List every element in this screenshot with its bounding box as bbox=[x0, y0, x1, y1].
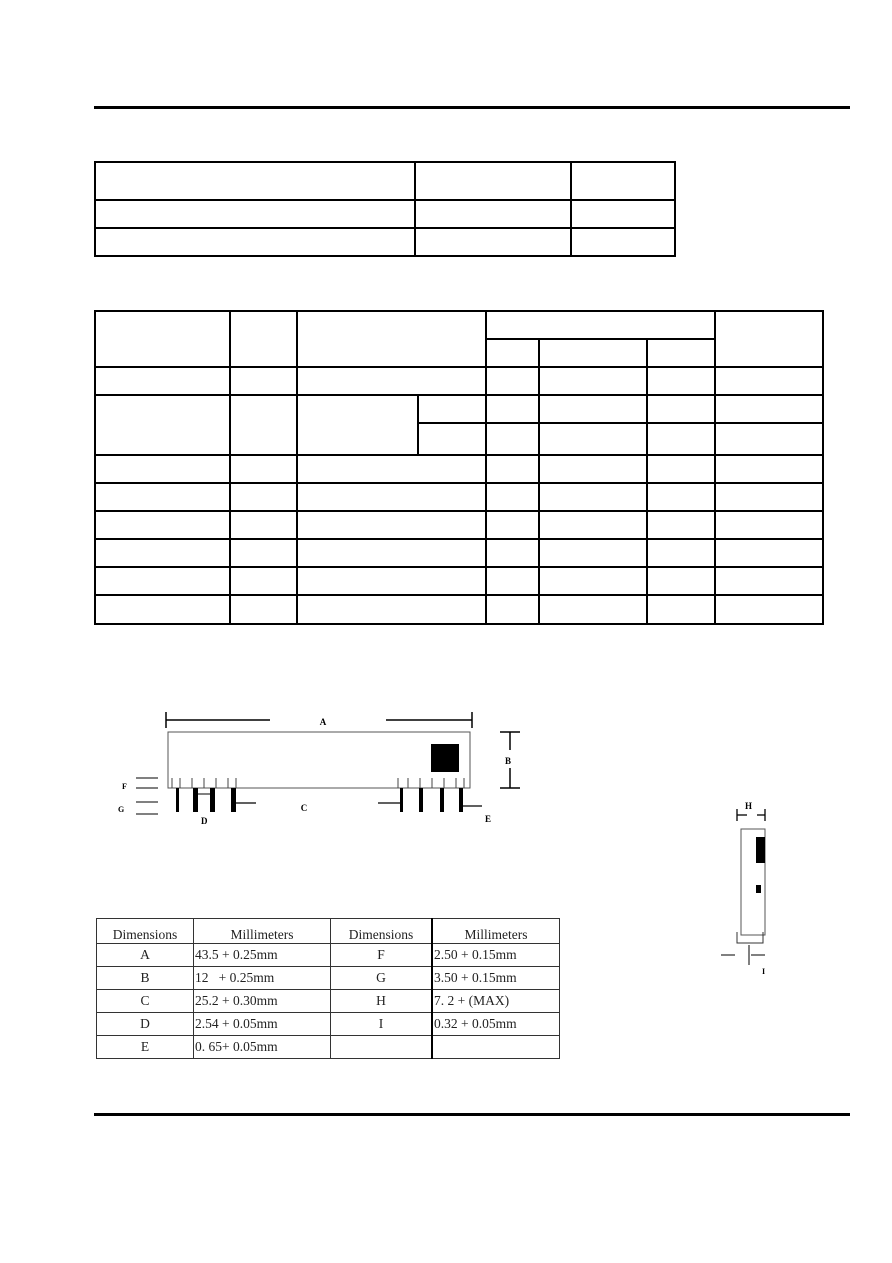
dimension-label: G bbox=[331, 967, 433, 990]
table-cell bbox=[297, 539, 485, 567]
table-cell bbox=[418, 423, 485, 455]
table-cell bbox=[486, 539, 540, 567]
table-cell bbox=[486, 311, 715, 339]
dimension-label: A bbox=[97, 944, 194, 967]
table-cell bbox=[539, 595, 647, 624]
table-cell bbox=[95, 539, 230, 567]
table-row bbox=[97, 944, 560, 967]
table-cell bbox=[539, 567, 647, 595]
dimensions-table bbox=[96, 918, 560, 1059]
table-cell bbox=[539, 367, 647, 395]
table-cell bbox=[297, 367, 485, 395]
table-cell bbox=[415, 228, 571, 256]
dimension-i bbox=[721, 945, 765, 965]
table-cell bbox=[230, 511, 297, 539]
table-cell bbox=[486, 395, 540, 423]
table-cell bbox=[715, 367, 823, 395]
table-cell bbox=[230, 311, 297, 367]
empty-table-2 bbox=[94, 310, 824, 625]
table-cell bbox=[486, 367, 540, 395]
table-cell bbox=[486, 595, 540, 624]
table-cell bbox=[539, 455, 647, 483]
table-cell bbox=[715, 395, 823, 423]
label-b: B bbox=[505, 756, 512, 766]
table-cell bbox=[715, 423, 823, 455]
table-row bbox=[97, 1013, 560, 1036]
table-cell bbox=[647, 511, 714, 539]
header-millimeters: Millimeters bbox=[194, 919, 331, 944]
table-cell bbox=[297, 311, 485, 367]
label-g: G bbox=[118, 805, 125, 814]
table-row bbox=[97, 967, 560, 990]
table-cell bbox=[715, 595, 823, 624]
table-cell bbox=[647, 423, 714, 455]
module-body bbox=[168, 732, 470, 788]
dimension-value bbox=[432, 1036, 560, 1059]
table-cell bbox=[230, 539, 297, 567]
table-header-row bbox=[97, 919, 560, 944]
table-cell bbox=[297, 455, 485, 483]
table-cell bbox=[486, 455, 540, 483]
table-cell bbox=[297, 511, 485, 539]
table-cell bbox=[230, 567, 297, 595]
table-cell bbox=[415, 162, 571, 200]
header-millimeters: Millimeters bbox=[432, 919, 560, 944]
label-e: E bbox=[485, 814, 492, 824]
table-cell bbox=[539, 483, 647, 511]
table-cell bbox=[571, 228, 675, 256]
header-dimensions: Dimensions bbox=[331, 919, 433, 944]
dimension-label: B bbox=[97, 967, 194, 990]
header-rule bbox=[94, 106, 850, 109]
dimension-label: E bbox=[97, 1036, 194, 1059]
footer-rule bbox=[94, 1113, 850, 1116]
table-cell bbox=[95, 455, 230, 483]
table-cell bbox=[230, 483, 297, 511]
table-row bbox=[97, 990, 560, 1013]
table-cell bbox=[297, 483, 485, 511]
table-cell bbox=[95, 567, 230, 595]
table-cell bbox=[486, 511, 540, 539]
table-row bbox=[97, 1036, 560, 1059]
table-cell bbox=[571, 162, 675, 200]
table-cell bbox=[230, 595, 297, 624]
table-cell bbox=[418, 395, 485, 423]
label-f: F bbox=[122, 782, 127, 791]
table-cell bbox=[647, 483, 714, 511]
front-view-drawing bbox=[110, 700, 530, 840]
table-cell bbox=[95, 311, 230, 367]
pins-right bbox=[400, 788, 463, 812]
label-a: A bbox=[319, 717, 327, 727]
table-cell bbox=[539, 511, 647, 539]
table-cell bbox=[95, 162, 415, 200]
table-cell bbox=[95, 511, 230, 539]
dimension-f-g bbox=[136, 778, 158, 814]
header-dimensions: Dimensions bbox=[97, 919, 194, 944]
table-cell bbox=[647, 595, 714, 624]
table-cell bbox=[95, 228, 415, 256]
table-cell bbox=[715, 455, 823, 483]
dimension-value: 3.50 + 0.15mm bbox=[432, 967, 560, 990]
table-cell bbox=[486, 483, 540, 511]
dimension-label: C bbox=[97, 990, 194, 1013]
table-cell bbox=[415, 200, 571, 228]
table-cell bbox=[230, 367, 297, 395]
dimension-value: 25.2 + 0.30mm bbox=[194, 990, 331, 1013]
table-cell bbox=[539, 395, 647, 423]
table-cell bbox=[297, 595, 485, 624]
table-cell bbox=[539, 539, 647, 567]
table-cell bbox=[95, 595, 230, 624]
table-cell bbox=[230, 395, 297, 455]
dimension-label bbox=[331, 1036, 433, 1059]
side-view-drawing bbox=[715, 795, 785, 985]
dimension-value: 12 + 0.25mm bbox=[194, 967, 331, 990]
side-component bbox=[756, 837, 765, 863]
table-cell bbox=[647, 455, 714, 483]
dimension-label: F bbox=[331, 944, 433, 967]
table-cell bbox=[715, 311, 823, 367]
dimension-label: H bbox=[331, 990, 433, 1013]
table-cell bbox=[647, 395, 714, 423]
table-cell bbox=[715, 511, 823, 539]
table-cell bbox=[571, 200, 675, 228]
table-cell bbox=[715, 567, 823, 595]
table-cell bbox=[486, 423, 540, 455]
table-cell bbox=[95, 395, 230, 455]
table-cell bbox=[647, 339, 714, 367]
table-cell bbox=[486, 567, 540, 595]
table-cell bbox=[647, 539, 714, 567]
dimension-value: 43.5 + 0.25mm bbox=[194, 944, 331, 967]
dimension-label: I bbox=[331, 1013, 433, 1036]
component-block bbox=[431, 744, 459, 772]
label-d: D bbox=[201, 816, 208, 826]
table-cell bbox=[715, 483, 823, 511]
dimension-label: D bbox=[97, 1013, 194, 1036]
label-i: I bbox=[762, 967, 766, 976]
table-cell bbox=[95, 483, 230, 511]
table-cell bbox=[230, 455, 297, 483]
table-cell bbox=[647, 567, 714, 595]
pins-left bbox=[176, 788, 236, 812]
dimension-value: 7. 2 + (MAX) bbox=[432, 990, 560, 1013]
table-cell bbox=[647, 367, 714, 395]
table-cell bbox=[539, 423, 647, 455]
table-cell bbox=[486, 339, 540, 367]
table-cell bbox=[297, 567, 485, 595]
dimension-value: 2.50 + 0.15mm bbox=[432, 944, 560, 967]
table-cell bbox=[297, 395, 418, 455]
table-cell bbox=[95, 367, 230, 395]
table-cell bbox=[95, 200, 415, 228]
side-small-part bbox=[756, 885, 761, 893]
dimension-value: 0.32 + 0.05mm bbox=[432, 1013, 560, 1036]
empty-table-1 bbox=[94, 161, 676, 257]
dimension-value: 0. 65+ 0.05mm bbox=[194, 1036, 331, 1059]
label-h: H bbox=[745, 801, 753, 811]
label-c: C bbox=[300, 803, 308, 813]
table-cell bbox=[715, 539, 823, 567]
dimension-value: 2.54 + 0.05mm bbox=[194, 1013, 331, 1036]
table-cell bbox=[539, 339, 647, 367]
